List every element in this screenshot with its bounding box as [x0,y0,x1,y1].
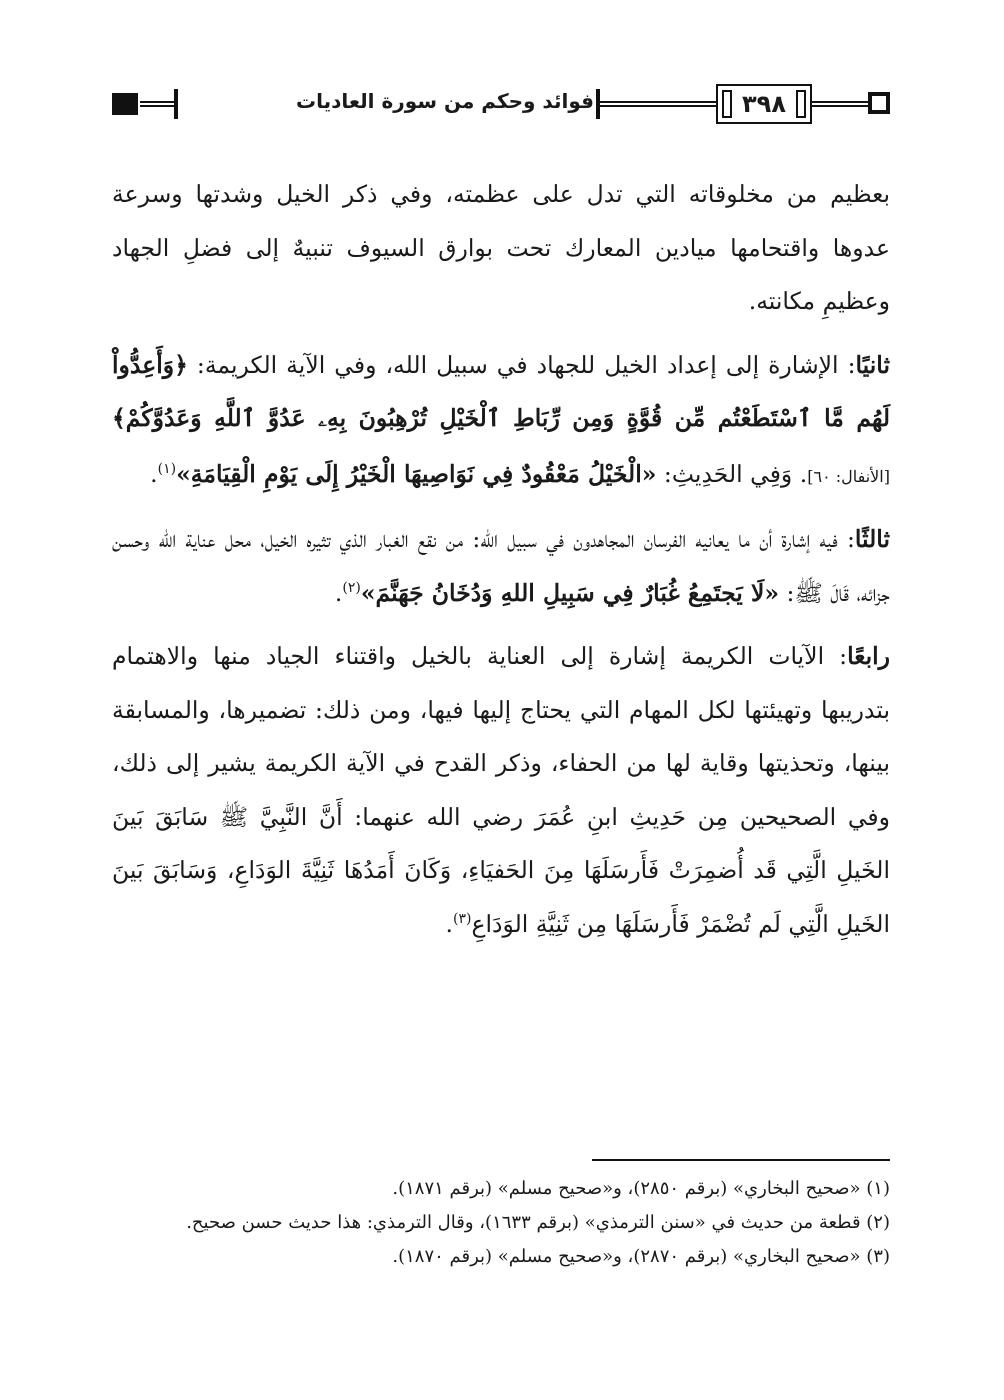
footnotes [112,1172,890,1274]
paragraph-text: : فيه إشارة أن ما يعانيه الفرسان المجاهدون في سبيل الله: من نقع الغبار الذي تثيره الخيل، محل عناية الله وحسن جزائه، قَالَ ﷺ: [112,525,890,607]
title-bar-left [174,89,178,119]
footnote-1: (١) «صحيح البخاري» (برقم ٢٨٥٠)، و«صحيح مسلم» (برقم ١٨٧١). [392,1178,890,1199]
paragraph-end: . [150,459,158,488]
page-header [112,84,890,124]
footnote-marker[interactable]: (٢) [342,579,361,596]
paragraph-end: . [334,578,343,607]
quran-verse: ﴿وَأَعِدُّواْ لَهُم مَّا ٱسْتَطَعْتُم مِّن قُوَّةٍ وَمِن رِّبَاطِ ٱلْخَيْلِ تُرْهِبُونَ بِهِۦ عَدُوَّ ٱللَّهِ وَعَدُوَّكُمْ﴾ [112,350,890,432]
paragraph-4 [112,630,890,951]
verse-citation: [الأنفال: ٦٠] [807,466,890,486]
page-number: ٣٩٨ [742,90,786,118]
main-text [112,168,890,961]
page-number-frame [716,84,812,124]
paragraph-text: : الإشارة إلى إعداد الخيل للجهاد في سبيل الله، وفي الآية الكريمة: [187,350,856,379]
paragraph-lead: رابعًا [847,642,890,670]
title-bar-right [596,89,600,119]
header-ornament-left [112,93,138,115]
running-title: فوائد وحكم من سورة العاديات [295,89,594,113]
hadith-quote: «لَا يَجتَمِعُ غُبَارٌ فِي سَبِيلِ اللهِ وَدُخَانُ جَهَنَّمَ» [360,578,780,607]
header-rule-left [140,101,174,107]
header-ornament-right [868,92,890,114]
footnote-3: (٣) «صحيح البخاري» (برقم ٢٨٧٠)، و«صحيح مسلم» (برقم ١٨٧٠). [392,1246,890,1267]
header-rule-right [812,101,868,107]
footnote-marker[interactable]: (٣) [453,910,472,927]
paragraph-lead: ثانيًا [855,350,890,379]
paragraph-3 [112,513,890,620]
paragraph-text: : الآيات الكريمة إشارة إلى العناية بالخيل واقتناء الجياد منها والاهتمام بتدريبها وتهيئتها لكل المهام التي يحتاج إليها فيها، ومن ذلك: تضميرها، والمسابقة بينها، وتحذيتها وقاية لها من الحفاء، وذكر القدح في الآية الكريمة يشير إلى ذلك، وفي الصحيحين مِن حَدِيثِ ابنِ عُمَرَ رضي الله عنهما: أَنَّ النَّبِيَّ ﷺ سَابَقَ بَينَ الخَيلِ الَّتِي قَد أُضمِرَتْ فَأَرسَلَهَا مِنَ الحَفيَاءِ، وَكَانَ أَمَدُهَا ثَنِيَّةَ الوَدَاعِ، وَسَابَقَ بَينَ الخَيلِ الَّتِي لَم تُضْمَرْ فَأَرسَلَهَا مِن ثَنِيَّةِ الوَدَاعِ [112,642,890,938]
header-rule-middle [600,101,716,107]
footnote-separator [592,1159,890,1161]
footnote-marker[interactable]: (١) [157,460,177,477]
footnote-2: (٢) قطعة من حديث في «سنن الترمذي» (برقم ١٦٣٣)، وقال الترمذي: هذا حديث حسن صحيح. [186,1212,890,1233]
hadith-quote: «الْخَيْلُ مَعْقُودٌ فِي نَوَاصِيهَا الْخَيْرُ إِلَى يَوْمِ الْقِيَامَةِ» [176,459,657,488]
paragraph-end: . [445,909,453,938]
paragraph-1: بعظيم من مخلوقاته التي تدل على عظمته، وفي ذكر الخيل وشدتها وسرعة عدوها واقتحامها ميادين المعارك تحت بوارق السيوف تنبيهٌ إلى فضلِ الجهاد وعظيمِ مكانته. [112,180,890,315]
paragraph-text: . وَفِي الحَدِيثِ: [656,459,808,488]
paragraph-2 [112,339,890,504]
paragraph-lead: ثالثًا [854,525,890,553]
